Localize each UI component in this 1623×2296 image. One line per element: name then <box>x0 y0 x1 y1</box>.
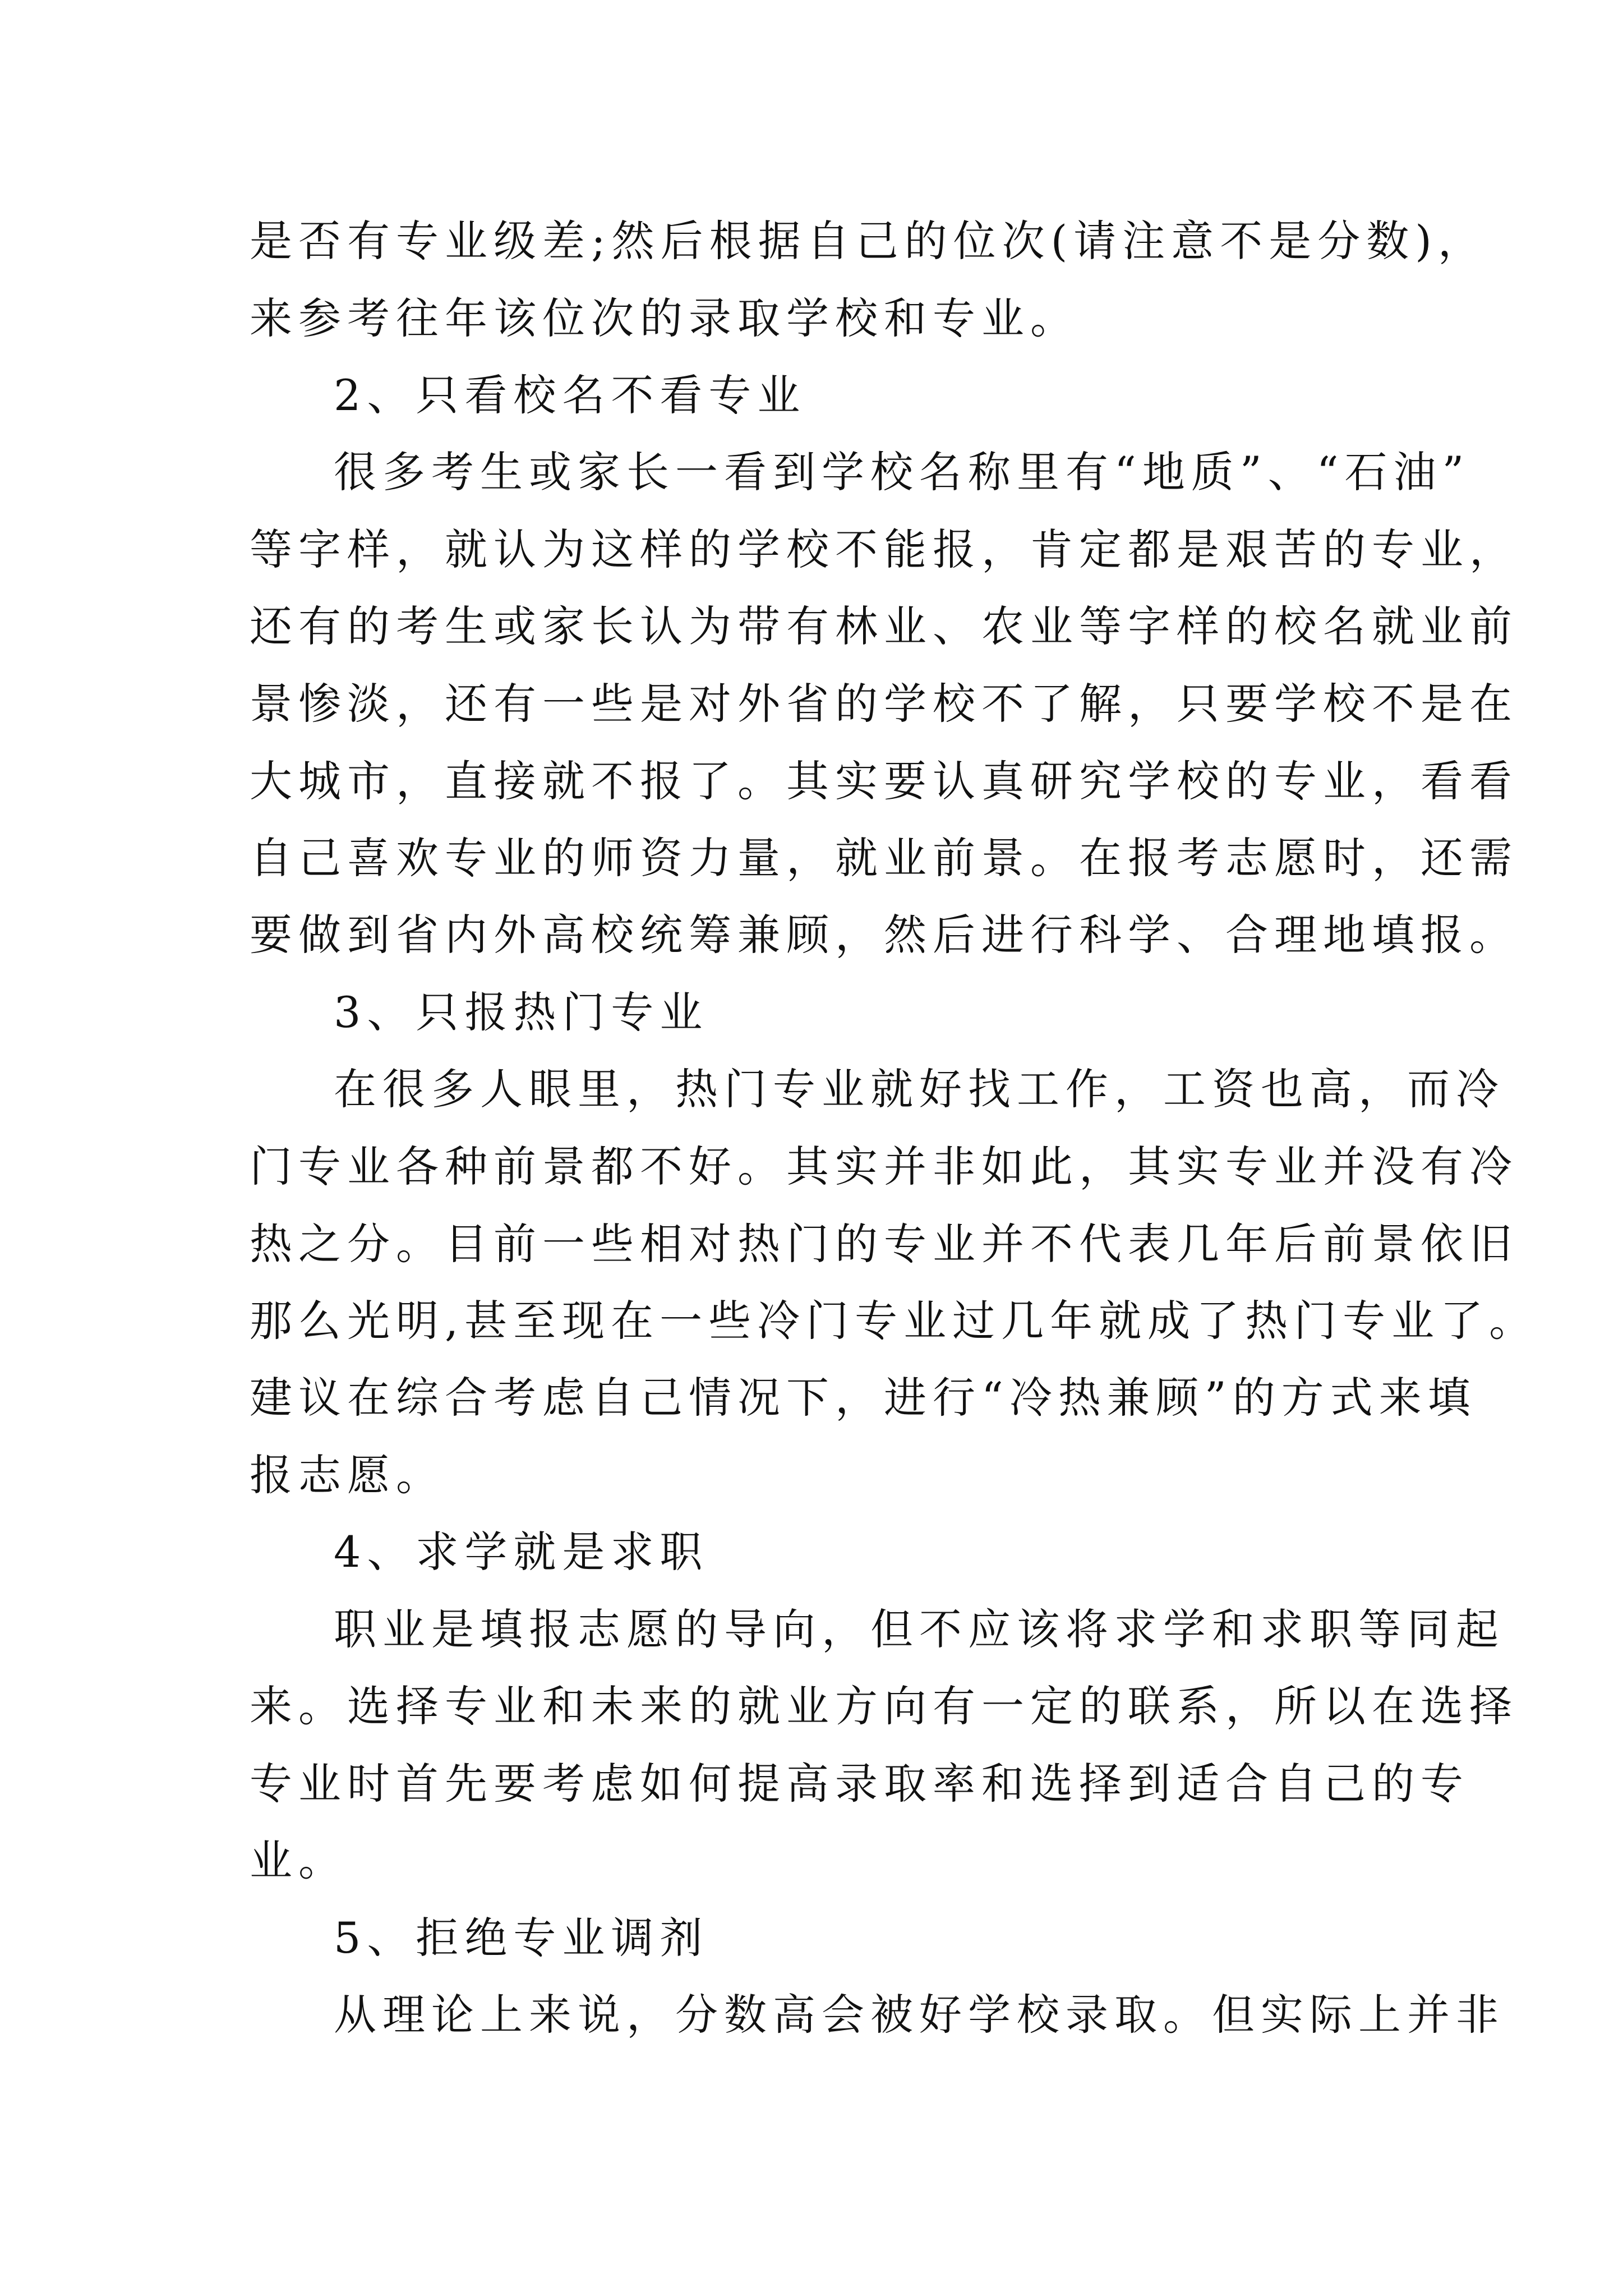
paragraph-line: 要做到省内外高校统筹兼顾，然后进行科学、合理地填报。 <box>250 910 1518 960</box>
paragraph-line: 热之分。目前一些相对热门的专业并不代表几年后前景依旧 <box>250 1219 1518 1269</box>
section-heading: 4、求学就是求职 <box>334 1527 709 1577</box>
paragraph-line: 自己喜欢专业的师资力量，就业前景。在报考志愿时，还需 <box>250 833 1518 883</box>
paragraph-line: 报志愿。 <box>250 1450 445 1500</box>
paragraph-line: 职业是填报志愿的导向，但不应该将求学和求职等同起 <box>334 1604 1505 1654</box>
paragraph-line: 景惨淡，还有一些是对外省的学校不了解，只要学校不是在 <box>250 679 1518 729</box>
paragraph-line: 来。选择专业和未来的就业方向有一定的联系，所以在选择 <box>250 1681 1518 1731</box>
paragraph-line: 很多考生或家长一看到学校名称里有“地质”、“石油” <box>334 447 1470 497</box>
section-heading: 2、只看校名不看专业 <box>334 370 806 420</box>
paragraph-line: 等字样，就认为这样的学校不能报，肯定都是艰苦的专业， <box>250 524 1518 574</box>
paragraph-line: 专业时首先要考虑如何提高录取率和选择到适合自己的专 <box>250 1759 1469 1809</box>
paragraph-line: 还有的考生或家长认为带有林业、农业等字样的校名就业前 <box>250 601 1518 651</box>
paragraph-line: 那么光明,甚至现在一些冷门专业过几年就成了热门专业了。 <box>250 1296 1538 1346</box>
paragraph-line: 建议在综合考虑自己情况下，进行“冷热兼顾”的方式来填 <box>250 1373 1477 1423</box>
section-heading: 5、拒绝专业调剂 <box>334 1913 709 1963</box>
section-heading: 3、只报热门专业 <box>334 987 709 1037</box>
paragraph-line: 从理论上来说，分数高会被好学校录取。但实际上并非 <box>334 1990 1505 2040</box>
paragraph-line: 门专业各种前景都不好。其实并非如此，其实专业并没有冷 <box>250 1142 1518 1191</box>
paragraph-line: 是否有专业级差;然后根据自己的位次(请注意不是分数)， <box>250 216 1487 266</box>
paragraph-line: 来参考往年该位次的录取学校和专业。 <box>250 293 1079 343</box>
paragraph-line: 大城市，直接就不报了。其实要认真研究学校的专业，看看 <box>250 756 1518 806</box>
paragraph-line: 在很多人眼里，热门专业就好找工作，工资也高，而冷 <box>334 1064 1505 1114</box>
paragraph-line: 业。 <box>250 1835 347 1885</box>
